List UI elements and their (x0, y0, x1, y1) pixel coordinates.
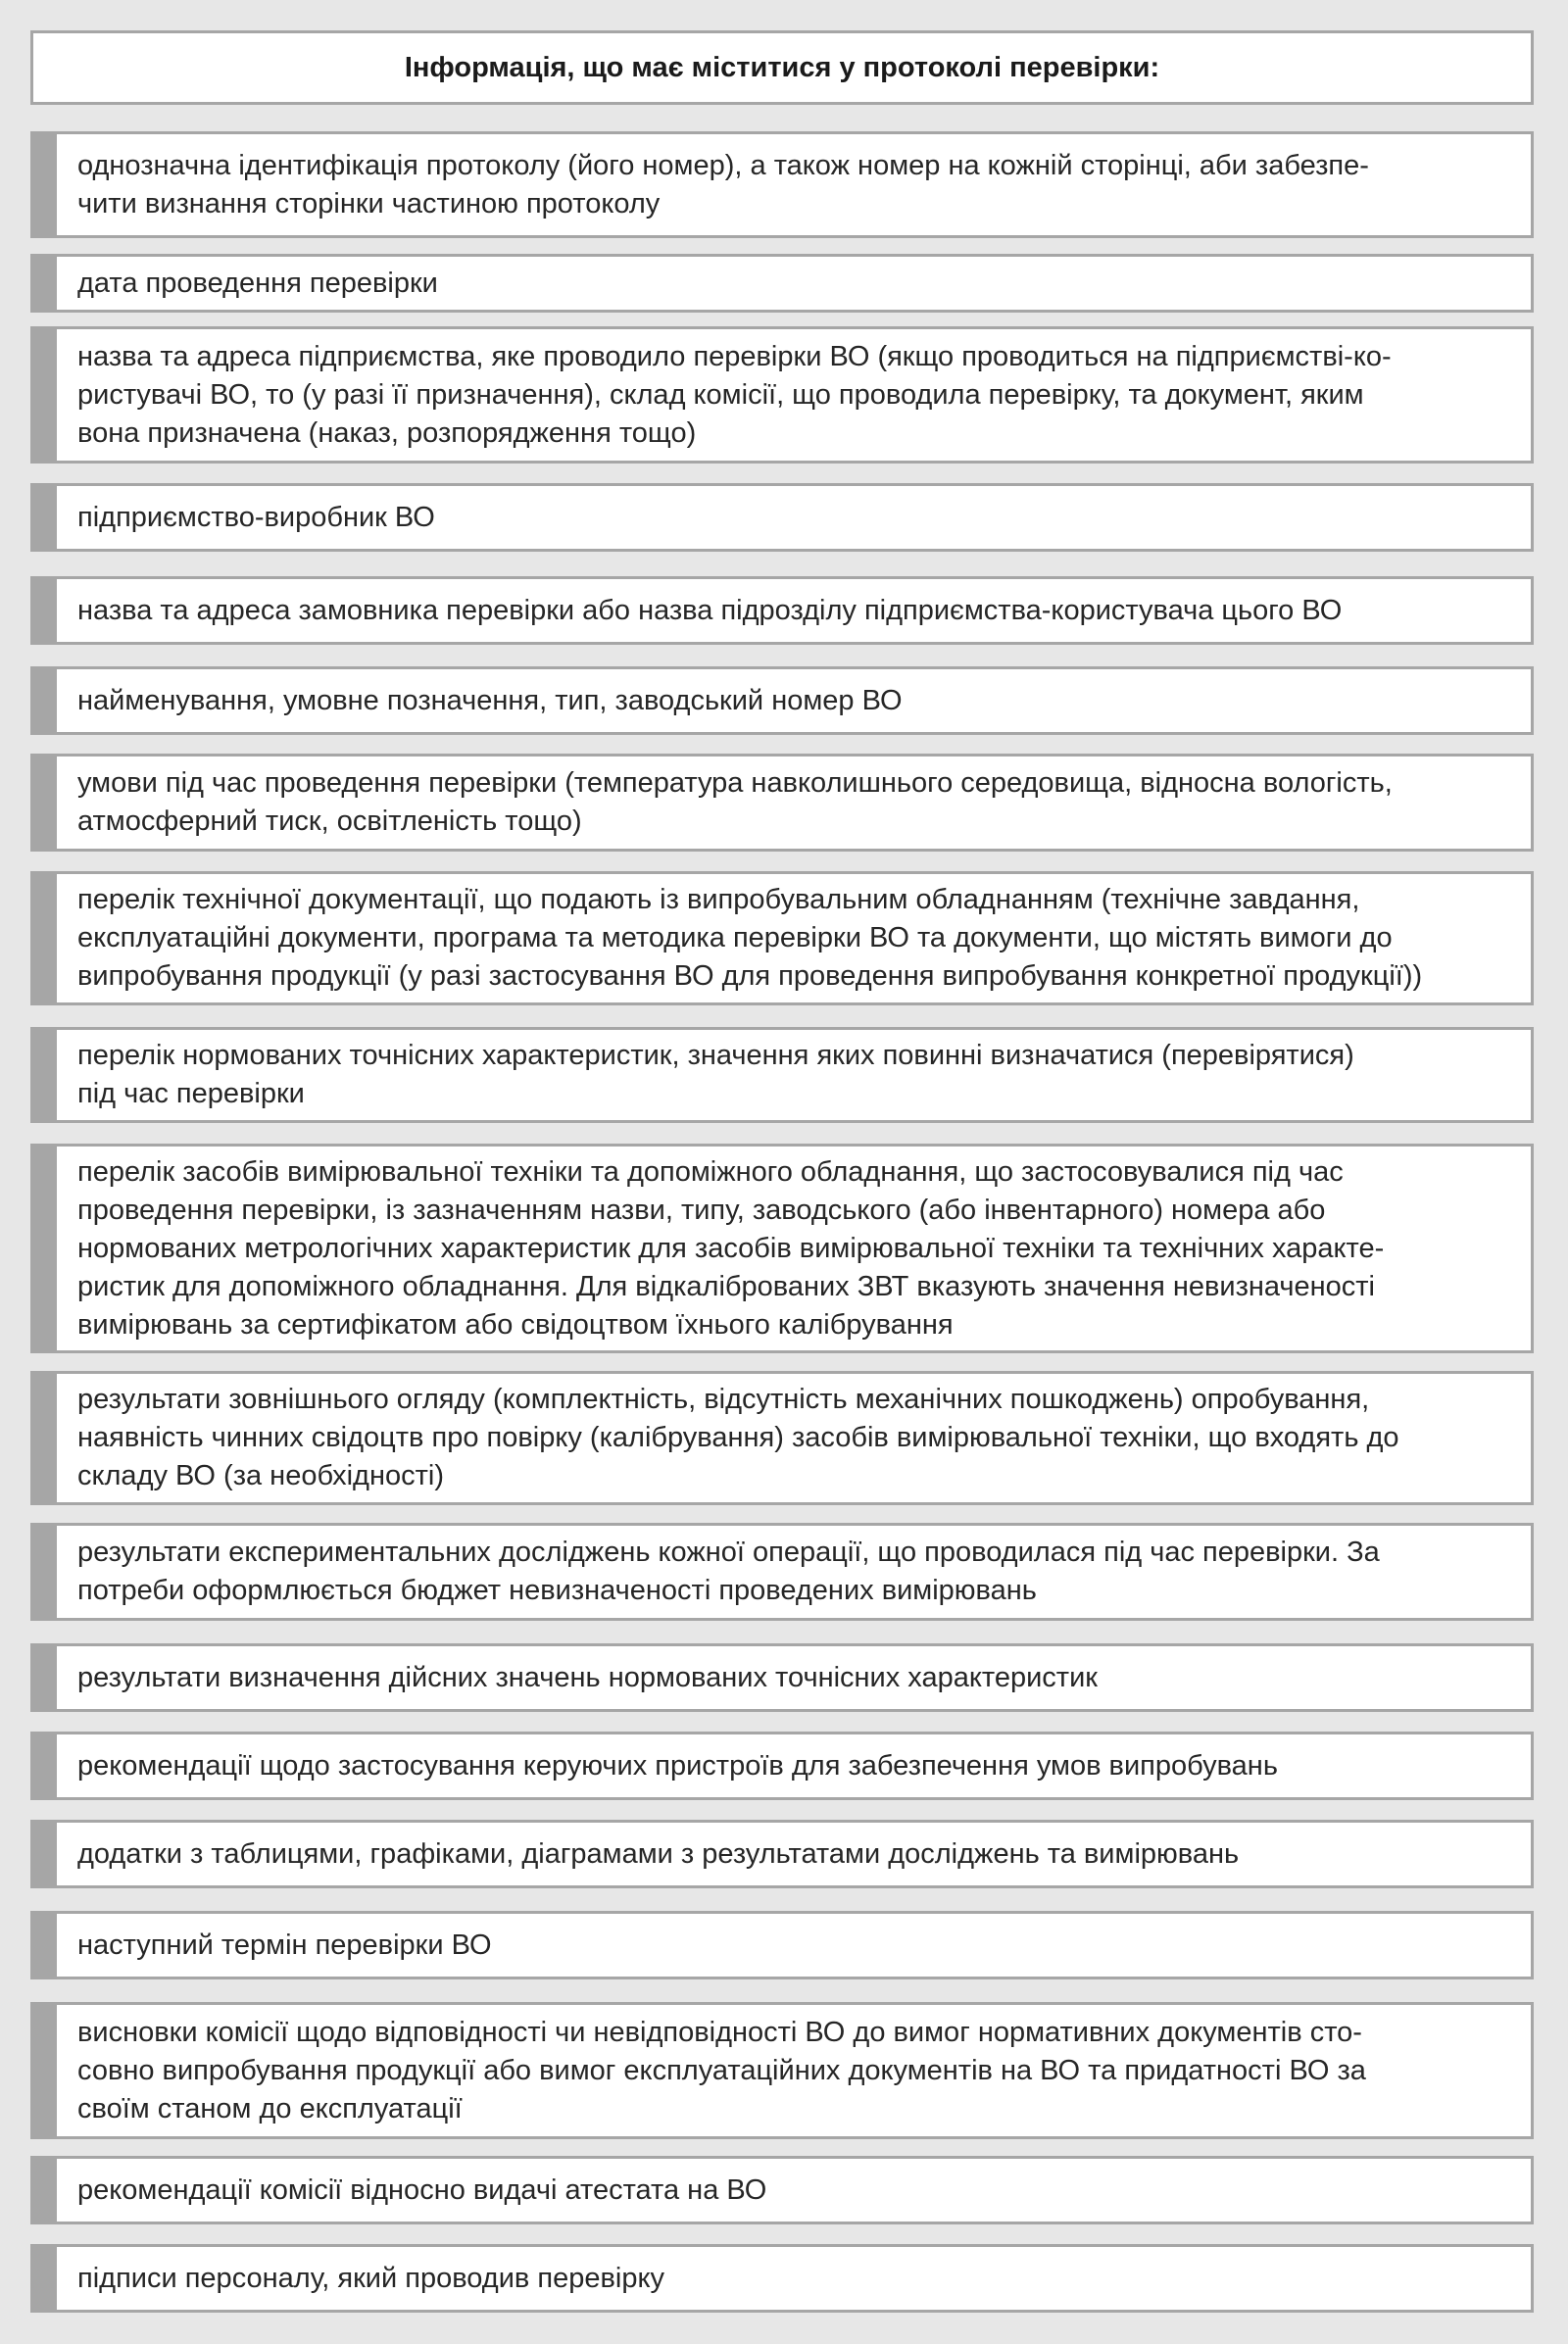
list-item-equipment-name (30, 666, 1534, 735)
list-item-enterprise (30, 326, 1534, 464)
list-item-text: результати зовнішнього огляду (комплектність, відсутність механічних пошкоджень) опробування, наявність чинних свідоцтв про повірку (калібрування) засобів вимірювальної техніки, що входять до складу ВО (за необхідності) (77, 1384, 1399, 1491)
list-item-text: підписи персоналу, який проводив перевірку (77, 2262, 664, 2294)
list-item-conclusions (30, 2002, 1534, 2139)
list-item-text: рекомендації комісії відносно видачі атестата на ВО (77, 2173, 767, 2206)
list-item-text: перелік засобів вимірювальної техніки та допоміжного обладнання, що застосовувалися під час проведення перевірки, із зазначенням назви, типу, заводського (або інвентарного) номера або нормованих метрологічних характеристик для засобів вимірювальної техніки та технічних характе- ристик для допоміжного обладнання. Для відкаліброваних ЗВТ вказують значення невизначеності вимірювань за сертифікатом або свідоцтвом їхнього калібрування (77, 1155, 1385, 1341)
list-item-text: підприємство-виробник ВО (77, 501, 435, 533)
list-item-text: наступний термін перевірки ВО (77, 1929, 492, 1961)
page-title: Інформація, що має міститися у протоколі перевірки: (30, 30, 1534, 105)
list-item-certificate (30, 2156, 1534, 2224)
list-item-appendices (30, 1820, 1534, 1888)
list-item-text: рекомендації щодо застосування керуючих пристроїв для забезпечення умов випробувань (77, 1749, 1278, 1782)
list-item-text: результати експериментальних досліджень кожної операції, що проводилася під час перевірки. За потреби оформлюється бюджет невизначеності проведених вимірювань (77, 1537, 1380, 1606)
list-item-text: додатки з таблицями, графіками, діаграмами з результатами досліджень та вимірювань (77, 1837, 1240, 1870)
list-item-conditions (30, 754, 1534, 852)
list-item-text: результати визначення дійсних значень нормованих точнісних характеристик (77, 1661, 1098, 1693)
list-item-text: перелік технічної документації, що подають із випробувальним обладнанням (технічне завдання, експлуатаційні документи, програма та методика перевірки ВО та документи, що містять вимоги до випробування продукції (у разі застосування ВО для проведення випробування конкретної продукції)) (77, 884, 1423, 992)
list-item-recommendations-control (30, 1732, 1534, 1800)
list-item-documentation (30, 871, 1534, 1005)
list-item-signatures (30, 2244, 1534, 2313)
list-item-text: назва та адреса замовника перевірки або назва підрозділу підприємства-користувача цього ВО (77, 594, 1343, 626)
list-item-text: назва та адреса підприємства, яке проводило перевірки ВО (якщо проводиться на підприємстві-ко- ристувачі ВО, то (у разі її призначення), склад комісії, що проводила перевірку, та документ, яким вона призначена (наказ, розпорядження тощо) (77, 340, 1392, 449)
list-item-protocol-id (30, 131, 1534, 238)
list-item-external-inspection (30, 1371, 1534, 1505)
list-item-text: висновки комісії щодо відповідності чи невідповідності ВО до вимог нормативних документів сто- совно випробування продукції або вимог експлуатаційних документів на ВО та придатності ВО за своїм станом до експлуатації (77, 2016, 1366, 2124)
list-item-experiment-results (30, 1523, 1534, 1621)
list-item-text: найменування, умовне позначення, тип, заводський номер ВО (77, 684, 903, 716)
list-item-measuring-tools (30, 1144, 1534, 1353)
list-item-customer (30, 576, 1534, 645)
list-item-manufacturer (30, 483, 1534, 552)
list-item-text: перелік нормованих точнісних характеристик, значення яких повинні визначатися (перевірятися) під час перевірки (77, 1040, 1354, 1109)
list-item-actual-values (30, 1643, 1534, 1712)
list-item-text: однозначна ідентифікація протоколу (його номер), а також номер на кожній сторінці, аби забезпе- чити визнання сторінки частиною протоколу (77, 149, 1369, 220)
list-item-text: дата проведення перевірки (77, 267, 438, 299)
list-item-characteristics (30, 1027, 1534, 1123)
list-item-date (30, 254, 1534, 313)
list-item-text: умови під час проведення перевірки (температура навколишнього середовища, відносна вологість, атмосферний тиск, освітленість тощо) (77, 767, 1393, 837)
list-item-next-check (30, 1911, 1534, 1979)
